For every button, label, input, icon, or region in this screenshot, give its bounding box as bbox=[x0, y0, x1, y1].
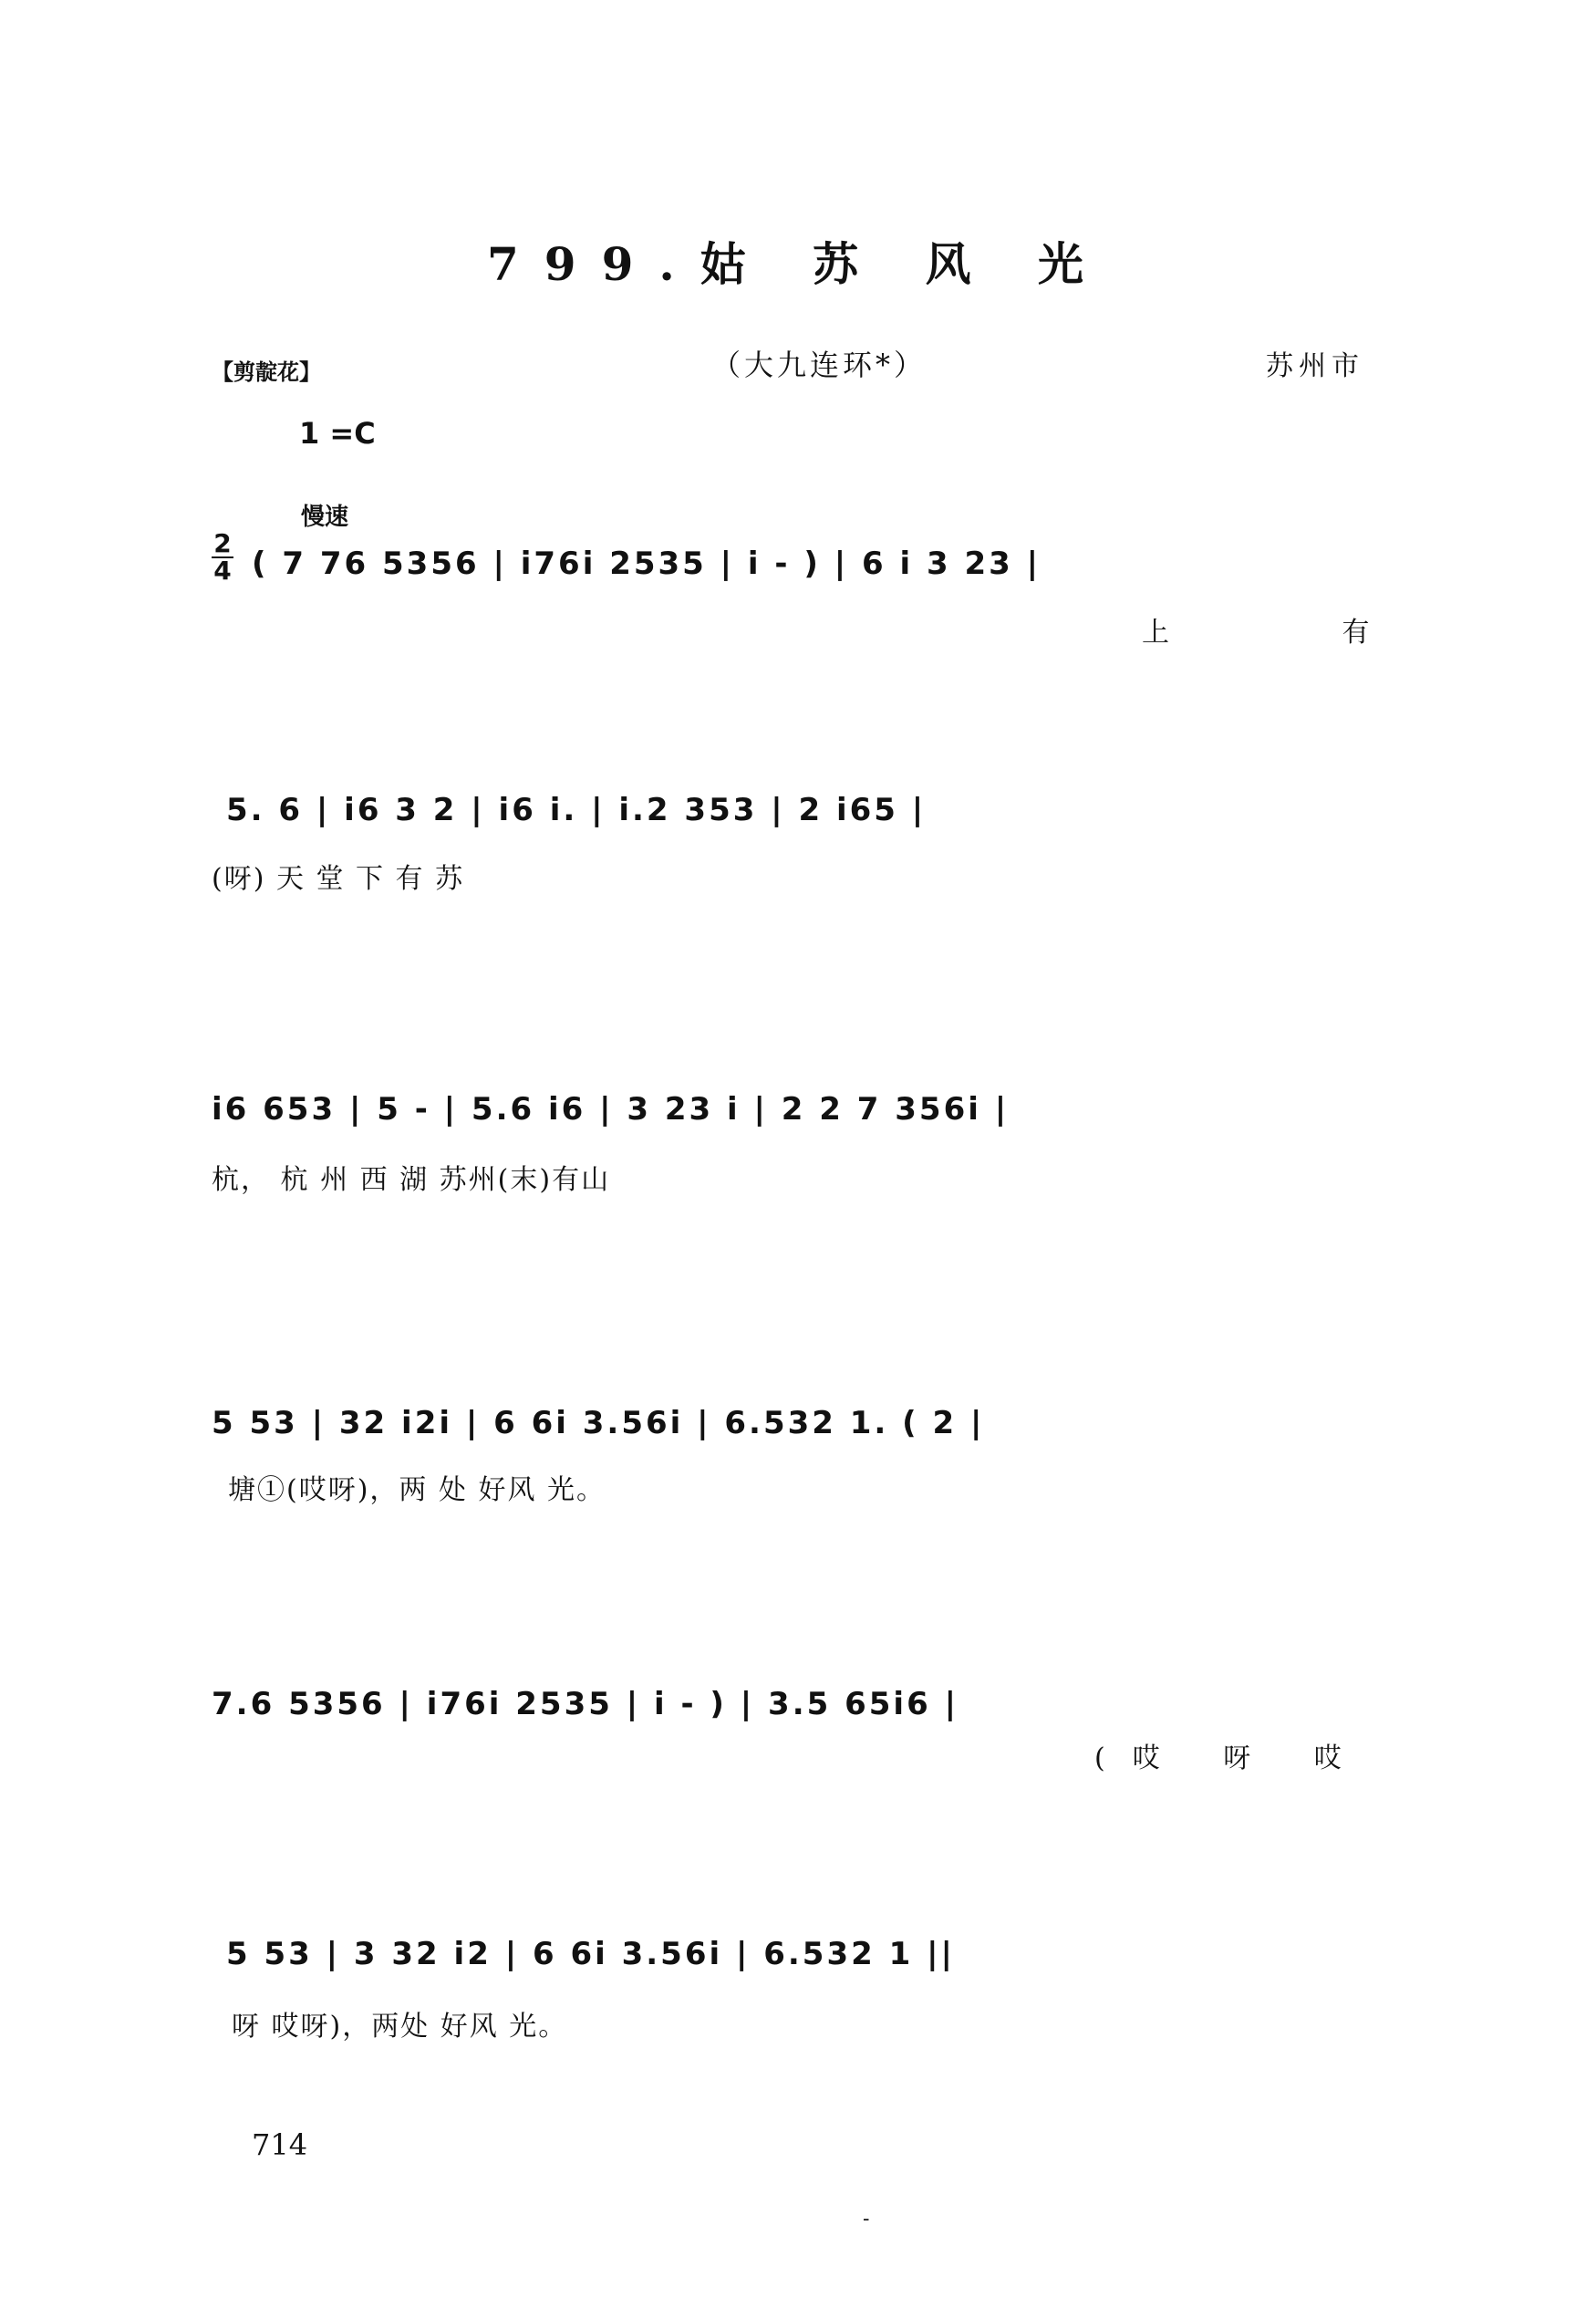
score-system-2-lyrics: (呀) 天 堂 下 有 苏 bbox=[212, 863, 465, 895]
tempo-marking: 慢速 bbox=[301, 504, 349, 531]
score-system-3-notes: i6 653 | 5 - | 5.6 i6 | 3 23 i | 2 2 7 356i | bbox=[212, 1091, 1010, 1128]
footer-mark: - bbox=[863, 2208, 870, 2230]
qupai-label: 【剪靛花】 bbox=[212, 359, 321, 385]
score-system-6-lyrics: 呀 哎呀)，两处 好风 光。 bbox=[232, 2011, 568, 2043]
score-system-4-notes: 5 53 | 32 i2i | 6 6i 3.56i | 6.532 1. ( 2 | bbox=[212, 1405, 985, 1441]
score-system-3-lyrics: 杭， 杭 州 西 湖 苏州(末)有山 bbox=[212, 1164, 611, 1196]
page-number: 714 bbox=[252, 2127, 308, 2162]
subtitle: （大九连环*） bbox=[711, 348, 928, 382]
score-system-6-notes: 5 53 | 3 32 i2 | 6 6i 3.56i | 6.532 1 || bbox=[226, 1936, 955, 1972]
score-system-4-lyrics: 塘①(哎呀)，两 处 好风 光。 bbox=[228, 1474, 606, 1506]
score-system-1-notes: ( 7 76 5356 | i76i 2535 | i - ) | 6 i 3 23 | bbox=[252, 546, 1042, 582]
score-system-1-lyrics: 上 有 bbox=[1142, 617, 1452, 649]
time-signature-denominator: 4 bbox=[213, 556, 232, 586]
time-signature-numerator: 2 bbox=[212, 531, 233, 558]
score-system-5-notes: 7.6 5356 | i76i 2535 | i - ) | 3.5 65i6 | bbox=[212, 1686, 959, 1722]
time-signature bbox=[212, 528, 233, 586]
page-title: 799.姑 苏 风 光 bbox=[487, 237, 1109, 291]
key-signature: 1 =C bbox=[299, 416, 376, 451]
score-system-2-notes: 5. 6 | i6 3 2 | i6 i. | i.2 353 | 2 i65 | bbox=[226, 792, 927, 828]
region-label: 苏州市 bbox=[1266, 350, 1364, 382]
score-system-5-lyrics: (哎 呀 哎 bbox=[1094, 1742, 1369, 1774]
